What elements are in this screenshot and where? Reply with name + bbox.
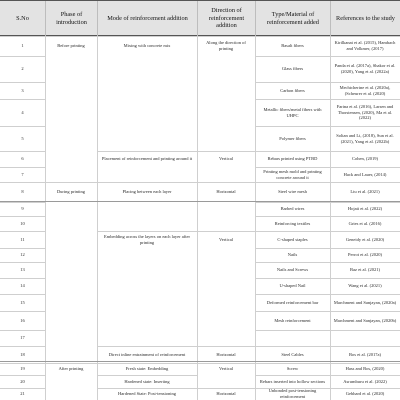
references-cell: Panda et al. (2017a), Shakor et al. (2020), Yang et al. (2022a) [334,63,396,74]
mode-cell: Hardened State: Post-tensioning [118,391,176,397]
references-cell: Soltan and Li, (2018), Sun et al. (2021), Yang et al. (2022b) [336,132,394,144]
references-cell: Gebhard et al. (2020) [345,391,385,397]
direction-cell: Horizontal [216,189,236,195]
header-references: References to the study [330,1,400,36]
mode-cell: Mixing with concrete mix [123,43,171,49]
sno-cell: 4 [21,109,24,115]
references-cell: Bos et al. (2017a) [349,351,381,357]
direction-cell: Vertical [219,236,233,242]
type-cell: Unbonded post-tensioning reinforcement [268,388,317,399]
phase-cell: Before printing [57,43,85,49]
phase-cell: After printing [58,366,84,372]
mode-cell: Embedding across the layers on each layer after printing [103,233,191,245]
references-cell: Hack and Lauer, (2014) [343,171,387,177]
mode-cell: Placement of reinforcement and printing around it [101,156,193,162]
mode-cell: Placing between each layer [122,189,172,195]
type-cell: Screw [286,366,299,372]
type-cell: Basalt fibers [281,43,304,49]
references-cell: Farina et al. (2016), Larsen and Thorstensen, (2020), Ma et al. (2022) [336,104,394,121]
mode-cell: Hardened state: Inserting [124,378,170,384]
sno-cell: 21 [20,391,25,397]
sno-cell: 1 [21,43,24,49]
type-cell: Mesh reinforcement [274,317,311,323]
sno-cell: 6 [21,156,24,162]
references-cell: Geneidy et al. (2020) [345,236,385,242]
sno-cell: 13 [20,267,25,273]
phase-separator [0,201,400,202]
sno-cell: 8 [21,189,24,195]
references-cell: Perrot et al. (2020) [348,252,382,258]
direction-cell: Vertical [219,156,233,162]
type-cell: Rebars inserted into hollow sections [259,378,326,384]
references-cell: Wang et al. (2021) [348,283,382,289]
type-cell: Reinforcing textiles [274,220,311,226]
type-cell: C-shaped staples [277,236,308,242]
header-mode: Mode of reinforcement addition [97,1,197,36]
sno-cell: 19 [20,366,25,372]
type-cell: Barbed wires [280,206,305,212]
type-cell: Steel Cables [281,351,304,357]
sno-cell: 18 [20,351,25,357]
phase-separator [0,361,400,362]
direction-cell: Vertical [219,366,233,372]
type-cell: Rebars printed using PTBD [267,156,318,162]
sno-cell: 10 [20,220,25,226]
type-cell: Carbon fibers [280,87,305,93]
sno-cell: 7 [21,171,24,177]
sno-cell: 2 [21,66,24,72]
references-cell: Asrumburu et al. (2022) [343,378,387,384]
sno-cell: 5 [21,135,24,141]
references-cell: Marchment and Sanjayan, (2020b) [333,317,397,323]
sno-cell: 3 [21,87,24,93]
table-header-row [0,0,400,36]
phase-cell: During printing [56,189,86,195]
type-cell: Deformed reinforcement bar [266,299,319,305]
header-sno: S.No [16,14,29,22]
type-cell: Glass fibers [281,66,304,72]
sno-cell: 16 [20,317,25,323]
sno-cell: 11 [20,236,25,242]
references-cell: Gries et al. (2016) [348,220,382,226]
references-cell: Hojati et al. (2022) [347,206,383,212]
column-divider [45,36,46,400]
type-cell: Printing mesh mold and printing concrete around it [263,168,322,180]
type-cell: Metallic fibers/metal fibers with UHPC [263,106,322,118]
direction-cell: Horizontal [216,391,236,397]
sno-cell: 14 [20,283,25,289]
header-phase: Phase of introduction [45,1,97,36]
sno-cell: 17 [20,335,25,341]
references-cell: Liu et al. (2021) [350,189,380,195]
mode-cell: Fresh state: Embedding [125,366,169,372]
references-cell: Cohen, (2019) [352,156,378,162]
sno-cell: 20 [20,378,25,384]
mode-cell: Direct inline entrainment of reinforcement [108,351,186,357]
row-divider [330,330,400,331]
references-cell: Baz et al. (2021) [350,267,380,273]
sno-cell: 9 [21,206,24,212]
row-divider [255,330,330,331]
references-cell: Mechtcherine et al. (2020a), (Scheurer et al. (2020) [339,84,391,96]
sno-cell: 15 [20,299,25,305]
direction-cell: Horizontal [216,351,236,357]
type-cell: Nails [287,252,298,258]
references-cell: Marchment and Sanjayan, (2020a) [333,299,397,305]
type-cell: U-shaped Nail [279,283,306,289]
references-cell: Hass and Bos, (2020) [345,366,385,372]
direction-cell: Along the direction of printing [206,40,246,51]
header-direction: Direction of reinforcement addition [197,1,255,36]
references-cell: Kirilkanat et al. (2015), Hambach and Volkmer, (2017) [334,40,396,51]
type-cell: Nails and Screws [276,267,309,273]
type-cell: Steel wire mesh [278,189,307,195]
type-cell: Polymer fibers [279,135,306,141]
sno-cell: 12 [20,252,25,258]
header-type: Type/Material of reinforcement added [255,1,330,36]
